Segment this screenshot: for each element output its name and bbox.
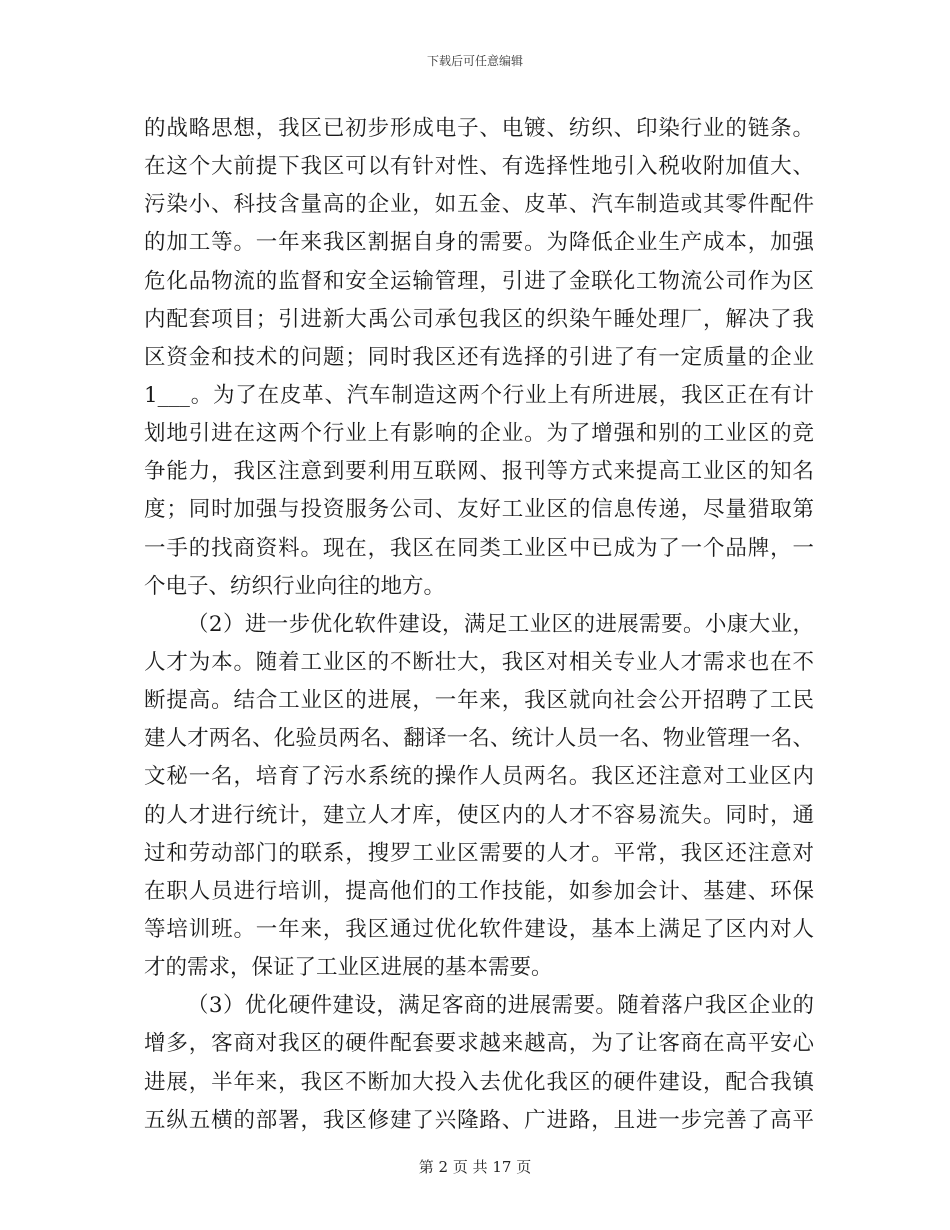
- text-line: 一手的找商资料。现在，我区在同类工业区中已成为了一个品牌，一: [144, 535, 814, 561]
- text-line: 增多，客商对我区的硬件配套要求越来越高，为了让客商在高平安心: [144, 1031, 814, 1057]
- text-line: 个电子、纺织行业向往的地方。: [144, 573, 446, 599]
- page-header: 下载后可任意编辑: [426, 54, 523, 68]
- text-line: 内配套项目；引进新大禹公司承包我区的织染午睡处理厂，解决了我: [144, 306, 814, 332]
- text-line: 建人才两名、化验员两名、翻译一名、统计人员一名、物业管理一名、: [144, 726, 814, 752]
- text-line: （3）优化硬件建设，满足客商的进展需要。随着落户我区企业的: [187, 993, 814, 1019]
- text-line: 污染小、科技含量高的企业，如五金、皮革、汽车制造或其零件配件: [144, 192, 814, 218]
- text-line: 区资金和技术的问题；同时我区还有选择的引进了有一定质量的企业: [144, 344, 814, 370]
- text-line: 1___。为了在皮革、汽车制造这两个行业上有所进展，我区正在有计: [144, 382, 814, 408]
- text-line: 的人才进行统计，建立人才库，使区内的人才不容易流失。同时，通: [144, 802, 814, 828]
- text-line: 人才为本。随着工业区的不断壮大，我区对相关专业人才需求也在不: [144, 649, 814, 675]
- document-body: [144, 110, 814, 1140]
- text-line: 的加工等。一年来我区割据自身的需要。为降低企业生产成本，加强: [144, 230, 814, 256]
- text-line: 五纵五横的部署，我区修建了兴隆路、广进路，且进一步完善了高平: [144, 1107, 814, 1133]
- text-line: 在这个大前提下我区可以有针对性、有选择性地引入税收附加值大、: [144, 154, 814, 180]
- text-line: 争能力，我区注意到要利用互联网、报刊等方式来提高工业区的知名: [144, 459, 814, 485]
- text-line: 断提高。结合工业区的进展，一年来，我区就向社会公开招聘了工民: [144, 688, 814, 714]
- text-line: 度；同时加强与投资服务公司、友好工业区的信息传递，尽量猎取第: [144, 497, 814, 523]
- text-line: （2）进一步优化软件建设，满足工业区的进展需要。小康大业，: [187, 611, 814, 637]
- text-line: 进展，半年来，我区不断加大投入去优化我区的硬件建设，配合我镇: [144, 1069, 814, 1095]
- text-line: 才的需求，保证了工业区进展的基本需要。: [144, 955, 553, 981]
- text-line: 危化品物流的监督和安全运输管理，引进了金联化工物流公司作为区: [144, 268, 814, 294]
- text-line: 在职人员进行培训，提高他们的工作技能，如参加会计、基建、环保: [144, 878, 814, 904]
- text-line: 过和劳动部门的联系，搜罗工业区需要的人才。平常，我区还注意对: [144, 840, 814, 866]
- text-line: 划地引进在这两个行业上有影响的企业。为了增强和别的工业区的竞: [144, 421, 814, 447]
- text-line: 文秘一名，培育了污水系统的操作人员两名。我区还注意对工业区内: [144, 764, 814, 790]
- text-line: 的战略思想，我区已初步形成电子、电镀、纺织、印染行业的链条。: [144, 116, 814, 141]
- page-footer: 第 2 页 共 17 页: [418, 1158, 532, 1176]
- text-line: 等培训班。一年来，我区通过优化软件建设，基本上满足了区内对人: [144, 916, 814, 942]
